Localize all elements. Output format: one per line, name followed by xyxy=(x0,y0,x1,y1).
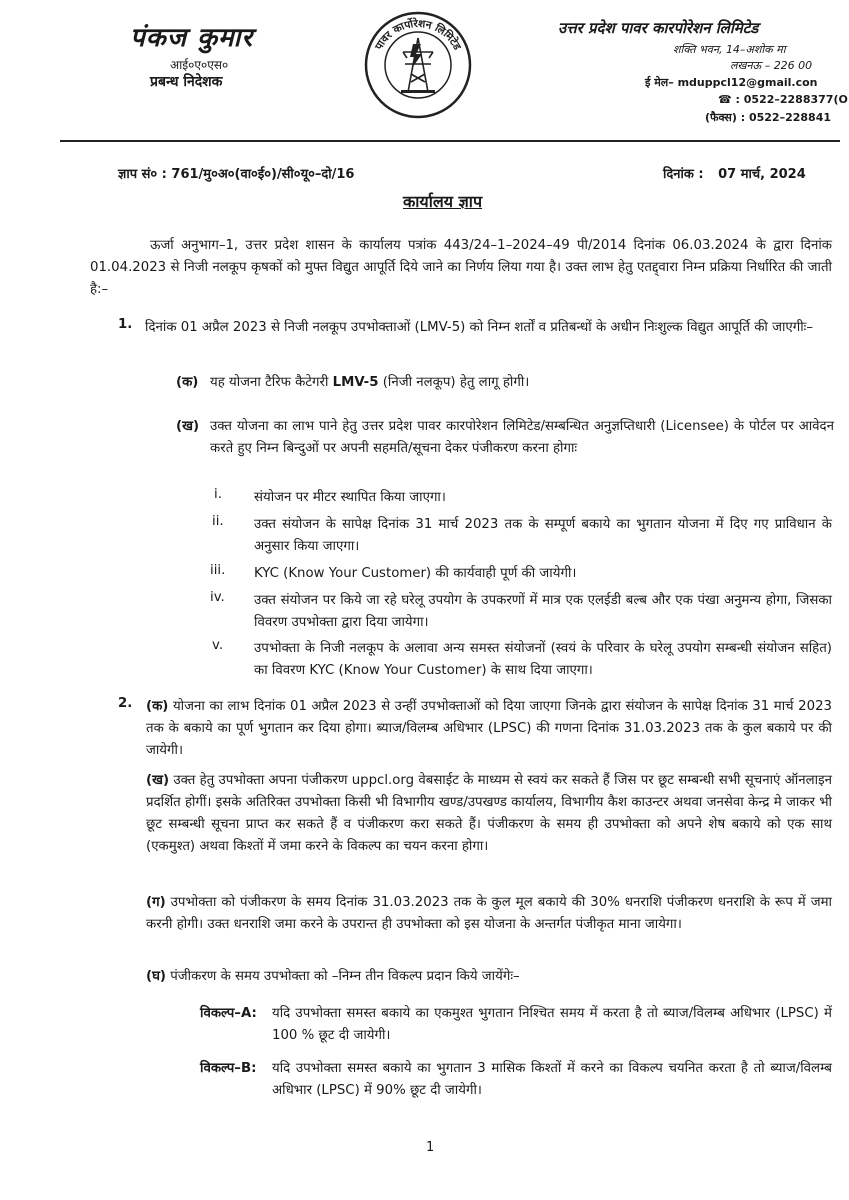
ka-text-category: LMV-5 xyxy=(332,375,379,390)
item-iv-text: उक्त संयोजन पर किये जा रहे घरेलू उपयोग के उपकरणों में मात्र एक एलईडी बल्ब और एक पंखा अनुमन्य होगा, जिसका विवरण उपभोक्ता द्वारा दिया जायेगा। xyxy=(254,593,832,630)
item-i-text: संयोजन पर मीटर स्थापित किया जाएगा। xyxy=(254,490,446,505)
point-1-text: दिनांक 01 अप्रैल 2023 से निजी नलकूप उपभोक्ताओं (LMV-5) को निम्न शर्तों व प्रतिबन्धों के अधीन निःशुल्क विद्युत आपूर्ति की जाएगीः– xyxy=(145,320,814,335)
memo-title: कार्यालय ज्ञाप xyxy=(403,192,483,211)
item-iii-number: iii. xyxy=(210,563,226,578)
point-2-kha-text: उक्त हेतु उपभोक्ता अपना पंजीकरण uppcl.org वेबसाईट के माध्यम से स्वयं कर सकते हैं जिस पर छूट सम्बन्धी सभी सूचनाएं ऑनलाइन प्रदर्शित होगीं। इसके अतिरिक्त उपभोक्ता किसी भी विभागीय खण्ड/उपखण्ड कार्यालय, विभागीय कैश काउन्टर अथवा जनसेवा केन्द्र मे जाकर भी छूट सम्बन्धी सूचना प्राप्त कर सकते हैं व पंजीकरण करा सकते हैं। पंजीकरण के समय ही उपभोक्ता को अपने शेष बकाये को एक साथ (एकमुश्त) अथवा किश्तों में जमा करने के विकल्प का चयन करना होगा। xyxy=(146,773,832,854)
sender-designation: प्रबन्ध निदेशक xyxy=(150,74,223,90)
option-b-text: यदि उपभोक्ता समस्त बकाये का भुगतान 3 मासिक किश्तों में करने का विकल्प चयनित करता है तो ब्याज/विलम्ब अधिभार (LPSC) में 90% छूट दी जायेगी। xyxy=(272,1061,832,1098)
point-2-ga xyxy=(146,892,832,936)
logo-emblem-icon xyxy=(363,10,473,120)
item-v-number: v. xyxy=(212,638,224,653)
sender-name: पंकज कुमार xyxy=(130,23,253,53)
organization-name: उत्तर प्रदेश पावर कारपोरेशन लिमिटेड xyxy=(558,19,759,37)
intro-paragraph: ऊर्जा अनुभाग–1, उत्तर प्रदेश शासन के कार्यालय पत्रांक 443/24–1–2024–49 पी/2014 दिनांक 06.03.2024 के द्वारा दिनांक 01.04.2023 से निजी नलकूप कृषकों को मुफ्त विद्युत आपूर्ति दिये जाने का निर्णय लिया गया है। उक्त लाभ हेतु एतद्द्वारा निम्न प्रक्रिया निर्धारित की जाती है:– xyxy=(90,238,832,297)
point-2-gha-label: (घ) xyxy=(146,969,167,984)
item-ii-number: ii. xyxy=(212,514,224,529)
sender-qualification: आई०ए०एस० xyxy=(170,58,229,72)
item-iv-number: iv. xyxy=(210,590,225,605)
point-2-ka xyxy=(146,696,832,762)
point-1-ka-label: (क) xyxy=(176,375,199,390)
point-2-ga-text: उपभोक्ता को पंजीकरण के समय दिनांक 31.03.2023 तक के कुल मूल बकाये की 30% धनराशि पंजीकरण धनराशि के रूप में जमा करनी होगी। उक्त धनराशि जमा करने के उपरान्त ही उपभोक्ता को इस योजना के अन्तर्गत पंजीकृत माना जायेगा। xyxy=(146,895,832,932)
address-line-1: शक्ति भवन, 14–अशोक मा xyxy=(673,43,786,56)
point-2-kha-label: (ख) xyxy=(146,773,170,788)
point-2-ga-label: (ग) xyxy=(146,895,166,910)
memo-date-value: 07 मार्च, 2024 xyxy=(718,167,806,182)
point-1-kha-text: उक्त योजना का लाभ पाने हेतु उत्तर प्रदेश पावर कारपोरेशन लिमिटेड/सम्बन्धित अनुज्ञप्तिधारी (Licensee) के पोर्टल पर आवेदन करते हुए निम्न बिन्दुओं पर अपनी सहमति/सूचना देकर पंजीकरण करना होगाः xyxy=(210,419,834,456)
point-2-ka-text: योजना का लाभ दिनांक 01 अप्रैल 2023 से उन्हीं उपभोक्ताओं को दिया जाएगा जिनके द्वारा संयोजन के सापेक्ष दिनांक 31 मार्च 2023 तक के बकाये का पूर्ण भुगतान कर दिया होगा। ब्याज/विलम्ब अधिभार (LPSC) की गणना दिनांक 31.03.2023 तक के कुल बकाये पर की जायेगी। xyxy=(146,699,833,758)
option-a-label: विकल्प–A: xyxy=(200,1006,257,1021)
point-1-number: 1. xyxy=(118,317,133,332)
option-a-text: यदि उपभोक्ता समस्त बकाये का एकमुश्त भुगतान निश्चित समय में करता है तो ब्याज/विलम्ब अधिभार (LPSC) में 100 % छूट दी जायेगी। xyxy=(272,1006,832,1043)
item-v-text: उपभोक्ता के निजी नलकूप के अलावा अन्य समस्त संयोजनों (स्वयं के परिवार के घरेलू उपयोग सम्बन्धी संयोजन सहित) का विवरण KYC (Know Your Customer) के साथ दिया जाएगा। xyxy=(254,641,832,678)
address-line-2: लखनऊ – 226 00 xyxy=(730,59,813,72)
corporation-logo xyxy=(363,10,473,120)
phone-line: ☎ : 0522–2288377(O xyxy=(718,93,848,106)
ka-text-part-a: यह योजना टैरिफ कैटेगरी xyxy=(210,375,333,390)
point-2-kha xyxy=(146,770,832,858)
fax-line: (फैक्स) : 0522–228841 xyxy=(705,111,831,124)
item-i-number: i. xyxy=(214,487,222,502)
item-ii-text: उक्त संयोजन के सापेक्ष दिनांक 31 मार्च 2023 तक के सम्पूर्ण बकाये का भुगतान योजना में दिए गए प्राविधान के अनुसार किया जाएगा। xyxy=(254,517,832,554)
point-2-gha xyxy=(146,966,832,988)
logo-text: पावर कार्पोरेशन लिमिटेड xyxy=(372,17,464,53)
header-divider xyxy=(60,140,840,142)
memo-date xyxy=(663,164,806,182)
memo-reference: ज्ञाप सं० : 761/मु०अ०(वा०ई०)/सी०यू०–दो/16 xyxy=(118,167,355,182)
item-iii-text: KYC (Know Your Customer) की कार्यवाही पूर्ण की जायेगी। xyxy=(254,566,577,581)
option-b-label: विकल्प–B: xyxy=(200,1061,257,1076)
point-2-ka-label: (क) xyxy=(146,699,169,714)
point-2-number: 2. xyxy=(118,696,133,711)
point-1-ka-text xyxy=(210,372,830,394)
point-1-kha-label: (ख) xyxy=(176,419,200,434)
ka-text-part-c: (निजी नलकूप) हेतु लागू होगी। xyxy=(378,375,530,390)
email-line: ई मेल– mduppcl12@gmail.con xyxy=(645,76,818,89)
page-number: 1 xyxy=(426,1140,435,1155)
point-2-gha-text: पंजीकरण के समय उपभोक्ता को –निम्न तीन विकल्प प्रदान किये जायेंगेः– xyxy=(170,969,520,984)
memo-date-label: दिनांक : xyxy=(663,167,704,182)
